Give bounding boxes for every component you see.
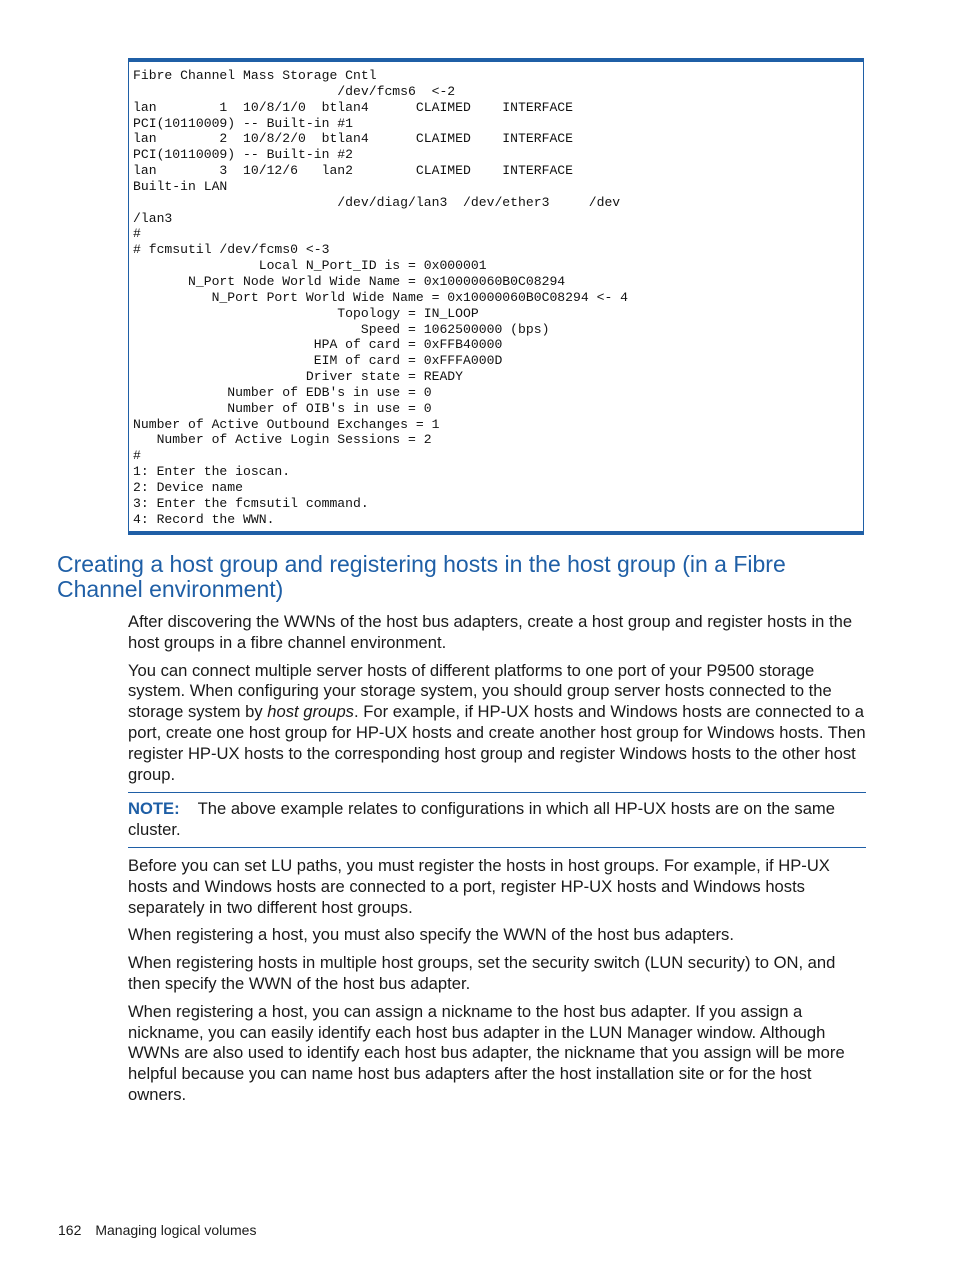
note-text: The above example relates to configurations in which all HP-UX hosts are on the same cluster. — [128, 799, 835, 839]
intro-paragraphs — [128, 612, 870, 792]
paragraph-discovering-wwns: After discovering the WWNs of the host bus adapters, create a host group and register hosts in the host groups in a fibre channel environment. — [128, 612, 853, 652]
section-heading: Creating a host group and registering hosts in the host group (in a Fibre Channel environment) — [57, 551, 786, 602]
paragraph-security-switch: When registering hosts in multiple host groups, set the security switch (LUN security) to ON, and then specify the WWN of the host bus adapter. — [128, 953, 836, 993]
note-box — [128, 792, 866, 848]
host-groups-emphasis: host groups — [267, 702, 354, 722]
paragraph-multiple-hosts-part1: You can connect multiple server hosts of different platforms to one port of your P9500 storage system. When configuring your storage system, you should group server hosts connected to the storage system by — [128, 660, 832, 722]
code-listing-box — [128, 58, 864, 535]
page-number: 162 — [58, 1222, 82, 1238]
paragraph-multiple-hosts — [128, 661, 870, 786]
paragraph-multiple-hosts-part2: . For example, if HP-UX hosts and Windows hosts are connected to a port, create one host group for HP-UX hosts and create another host group for Windows hosts. Then register HP-UX hosts to the corresponding host group and register Windows hosts to the other host group. — [128, 702, 866, 784]
page-footer — [58, 1222, 256, 1238]
code-listing: Fibre Channel Mass Storage Cntl /dev/fcms6 <-2 lan 1 10/8/1/0 btlan4 CLAIMED INTERFACE PCI(10110009) -- Built-in #1 lan 2 10/8/2/0 btlan4 CLAIMED INTERFACE PCI(10110009) -- Built-in #2 lan 3 10/12/6 lan2 CLAIMED INTERFACE Built-in LAN /dev/diag/lan3 /dev/ether3 /dev /lan3 # # fcmsutil /dev/fcms0 <-3 Local N_Port_ID is = 0x000001 N_Port Node World Wide Name = 0x10000060B0C08294 N_Port Port World Wide Name = 0x10000060B0C08294 <- 4 Topology = IN_LOOP Speed = 1062500000 (bps) HPA of card = 0xFFB40000 EIM of card = 0xFFFA000D Driver state = READY Number of EDB's in use = 0 Number of OIB's in use = 0 Number of Active Outbound Exchanges = 1 Number of Active Login Sessions = 2 # 1: Enter the ioscan. 2: Device name 3: Enter the fcmsutil command. 4: Record the WWN. — [133, 68, 629, 527]
chapter-title: Managing logical volumes — [95, 1222, 257, 1238]
paragraph-lu-paths: Before you can set LU paths, you must register the hosts in host groups. For example, if HP-UX hosts and Windows hosts are connected to a port, register HP-UX hosts and Windows hosts separately in two different host groups. — [128, 856, 830, 917]
paragraph-specify-wwn: When registering a host, you must also specify the WWN of the host bus adapters. — [128, 925, 734, 945]
note-label: NOTE: — [128, 799, 180, 818]
body-paragraphs — [128, 856, 870, 1113]
paragraph-nickname: When registering a host, you can assign a nickname to the host bus adapter. If you assign a nickname, you can easily identify each host bus adapter in the LUN Manager window. Although WWNs are also used to identify each host bus adapter, the nickname that you assign will be more helpful because you can name host bus adapters after the host installation site or for the host owners. — [128, 1001, 845, 1104]
